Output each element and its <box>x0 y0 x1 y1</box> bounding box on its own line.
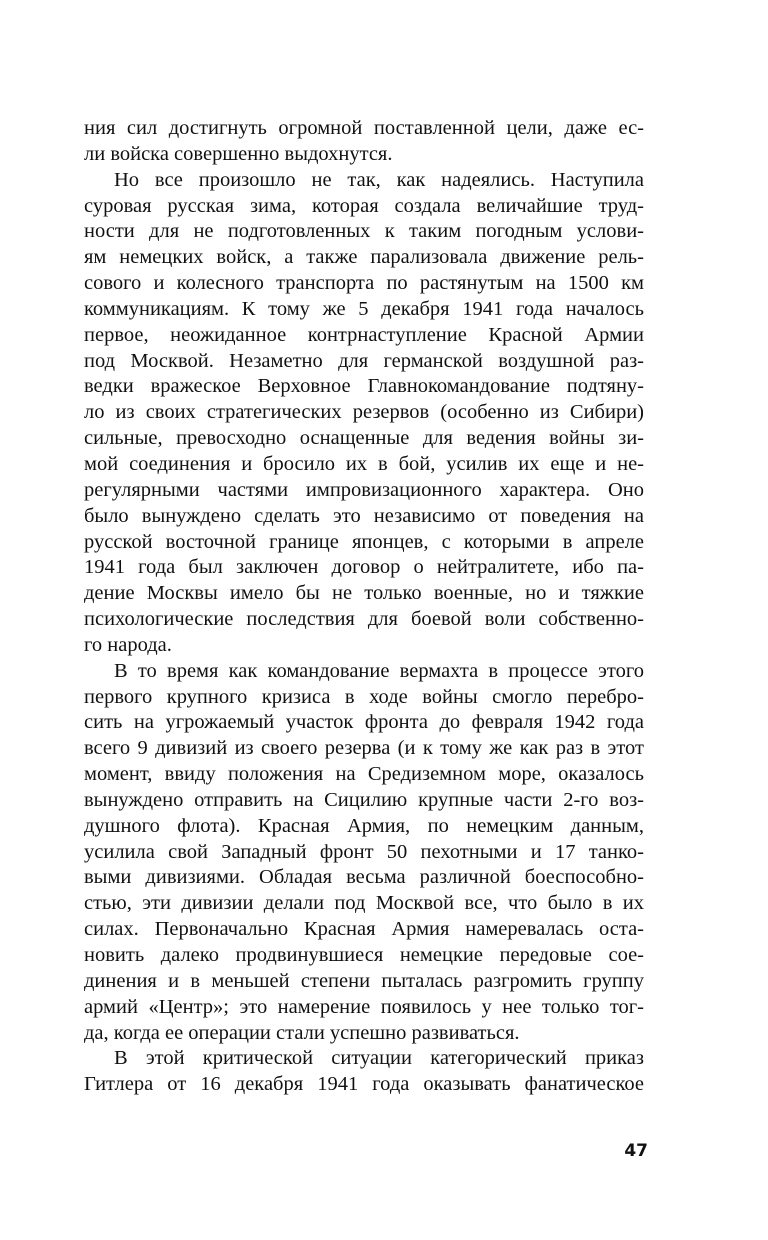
text-line: ли войска совершенно выдохнутся. <box>84 142 393 165</box>
text-line: Гитлера от 16 декабря 1941 года оказывать фанатическое <box>84 1073 644 1096</box>
page-number: 47 <box>624 1141 648 1161</box>
body-text <box>84 116 644 1098</box>
text-line: мой соединения и бросило их в бой, усилив их еще и не- <box>84 452 644 475</box>
text-line: всего 9 дивизий из своего резерва (и к тому же как раз в этот <box>84 737 644 760</box>
text-line: коммуникациям. К тому же 5 декабря 1941 года началось <box>84 297 644 320</box>
text-line: ности для не подготовленных к таким погодным услови- <box>84 220 644 243</box>
text-line: душного флота). Красная Армия, по немецким данным, <box>84 814 644 837</box>
text-line: усилила свой Западный фронт 50 пехотными и 17 танко- <box>84 840 644 863</box>
text-line: сильные, превосходно оснащенные для ведения войны зи- <box>84 427 644 450</box>
text-line: 1941 года был заключен договор о нейтралитете, ибо па- <box>84 556 644 579</box>
text-line: го народа. <box>84 633 172 656</box>
text-line: регулярными частями импровизационного характера. Оно <box>84 478 644 501</box>
text-line: психологические последствия для боевой воли собственно- <box>84 608 644 631</box>
paragraph-first-line: В этой критической ситуации категорический приказ <box>114 1047 644 1070</box>
text-line: вынуждено отправить на Сицилию крупные части 2-го воз- <box>84 788 644 811</box>
text-line: ям немецких войск, а также парализовала движение рель- <box>84 246 644 269</box>
text-line: силах. Первоначально Красная Армия намеревалась оста- <box>84 918 644 941</box>
text-line: динения и в меньшей степени пыталась разгромить группу <box>84 969 644 992</box>
text-line: русской восточной границе японцев, с которыми в апреле <box>84 530 644 553</box>
text-line: под Москвой. Незаметно для германской воздушной раз- <box>84 349 644 372</box>
text-line: момент, ввиду положения на Средиземном море, оказалось <box>84 763 644 786</box>
text-line: было вынуждено сделать это независимо от поведения на <box>84 504 644 527</box>
text-line: суровая русская зима, которая создала величайшие труд- <box>84 194 644 217</box>
text-line: первое, неожиданное контрнаступление Красной Армии <box>84 323 644 346</box>
text-line: армий «Центр»; это намерение появилось у нее только тог- <box>84 995 644 1018</box>
text-line: первого крупного кризиса в ходе войны смогло перебро- <box>84 685 644 708</box>
text-line: новить далеко продвинувшиеся немецкие передовые сое- <box>84 944 644 966</box>
text-line: сить на угрожаемый участок фронта до февраля 1942 года <box>84 711 644 734</box>
text-line: ведки вражеское Верховное Главнокомандование подтяну- <box>84 375 644 398</box>
text-line: ния сил достигнуть огромной поставленной цели, даже ес- <box>84 117 644 139</box>
paragraph-first-line: Но все произошло не так, как надеялись. Наступила <box>114 168 644 191</box>
text-line: стью, эти дивизии делали под Москвой все, что было в их <box>84 892 644 915</box>
text-line: выми дивизиями. Обладая весьма различной боеспособно- <box>84 866 644 889</box>
text-line: да, когда ее операции стали успешно развиваться. <box>84 1021 520 1044</box>
text-line: сового и колесного транспорта по растянутым на 1500 км <box>84 272 644 295</box>
text-line: ло из своих стратегических резервов (особенно из Сибири) <box>84 401 644 424</box>
text-line: дение Москвы имело бы не только военные, но и тяжкие <box>84 582 644 605</box>
paragraph-first-line: В то время как командование вермахта в процессе этого <box>114 659 644 682</box>
